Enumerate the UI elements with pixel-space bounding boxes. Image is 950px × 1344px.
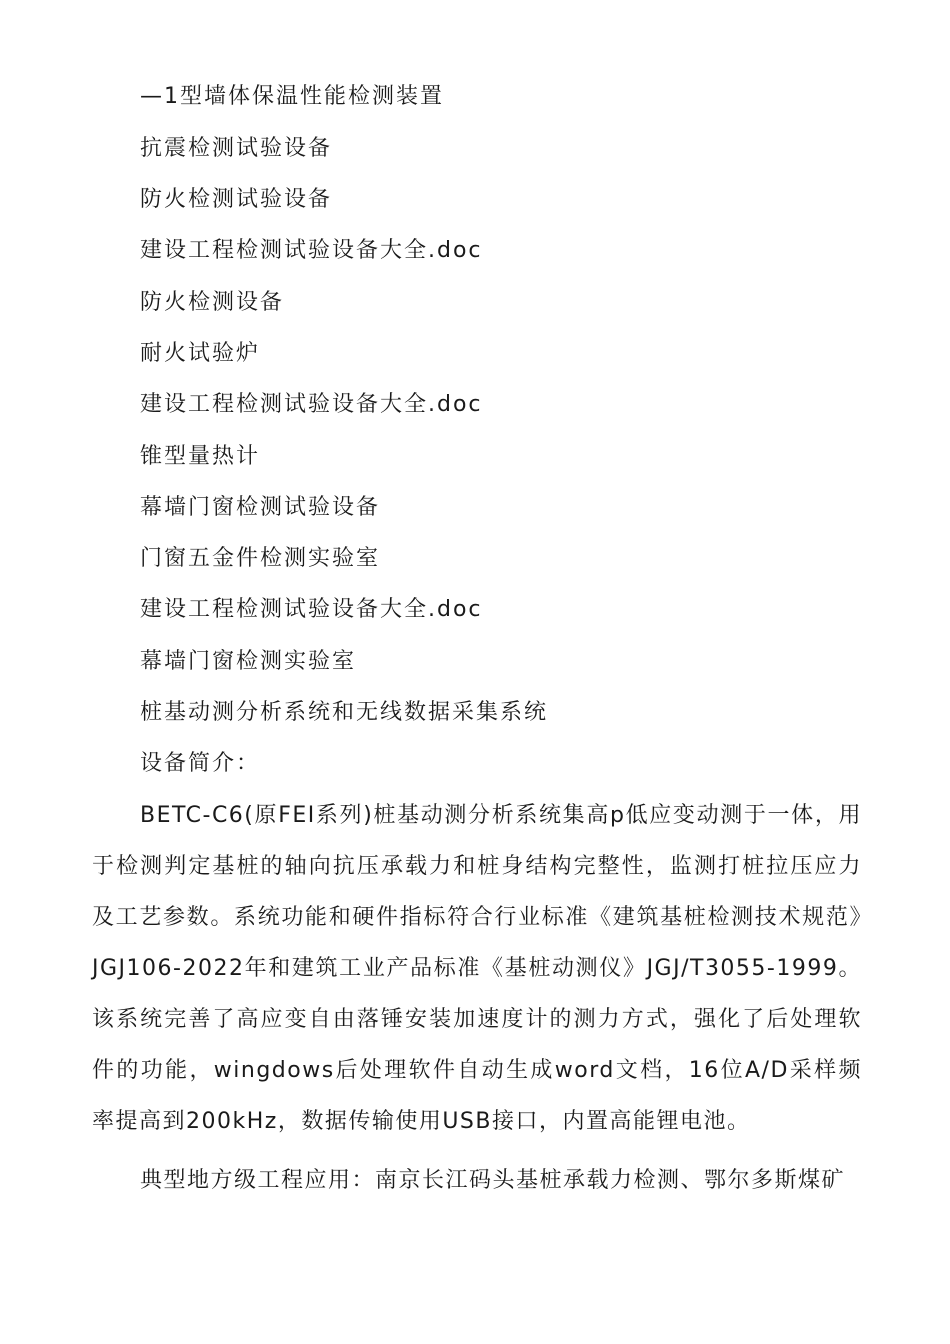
list-line-6: 耐火试验炉 — [140, 341, 261, 366]
list-line-5: 防火检测设备 — [140, 290, 285, 315]
list-line-4: 建设工程检测试验设备大全.doc — [140, 238, 483, 263]
list-line-12: 幕墙门窗检测实验室 — [140, 649, 357, 674]
list-line-9: 幕墙门窗检测试验设备 — [140, 495, 381, 520]
list-line-2: 抗震检测试验设备 — [140, 136, 333, 161]
list-line-8: 锥型量热计 — [140, 444, 261, 469]
paragraph-1-text: BETC-C6(原FEI系列)桩基动测分析系统集高p低应变动测于一体，用于检测判定基桩的轴向抗压承载力和桩身结构完整性，监测打桩拉压应力及工艺参数。系统功能和硬件指标符合行业标准《建筑基桩检测技术规范》JGJ106-2022年和建筑工业产品标准《基桩动测仪》JGJ/T3055-1999。该系统完善了高应变自由落锤安装加速度计的测力方式，强化了后处理软件的功能，wingdows后处理软件自动生成word文档，16位A/D采样频率提高到200kHz，数据传输使用USB接口，内置高能锂电池。 — [92, 803, 862, 1134]
list-line-1: —1型墙体保温性能检测装置 — [140, 84, 444, 109]
paragraph-equipment-intro — [92, 790, 862, 1147]
list-line-3: 防火检测试验设备 — [140, 187, 333, 212]
list-line-13: 桩基动测分析系统和无线数据采集系统 — [140, 700, 549, 725]
list-line-7: 建设工程检测试验设备大全.doc — [140, 392, 483, 417]
list-line-14: 设备简介： — [140, 751, 261, 776]
list-line-11: 建设工程检测试验设备大全.doc — [140, 597, 483, 622]
paragraph-2-text: 典型地方级工程应用：南京长江码头基桩承载力检测、鄂尔多斯煤矿 — [140, 1168, 846, 1193]
paragraph-applications — [92, 1155, 862, 1206]
list-line-10: 门窗五金件检测实验室 — [140, 546, 381, 571]
